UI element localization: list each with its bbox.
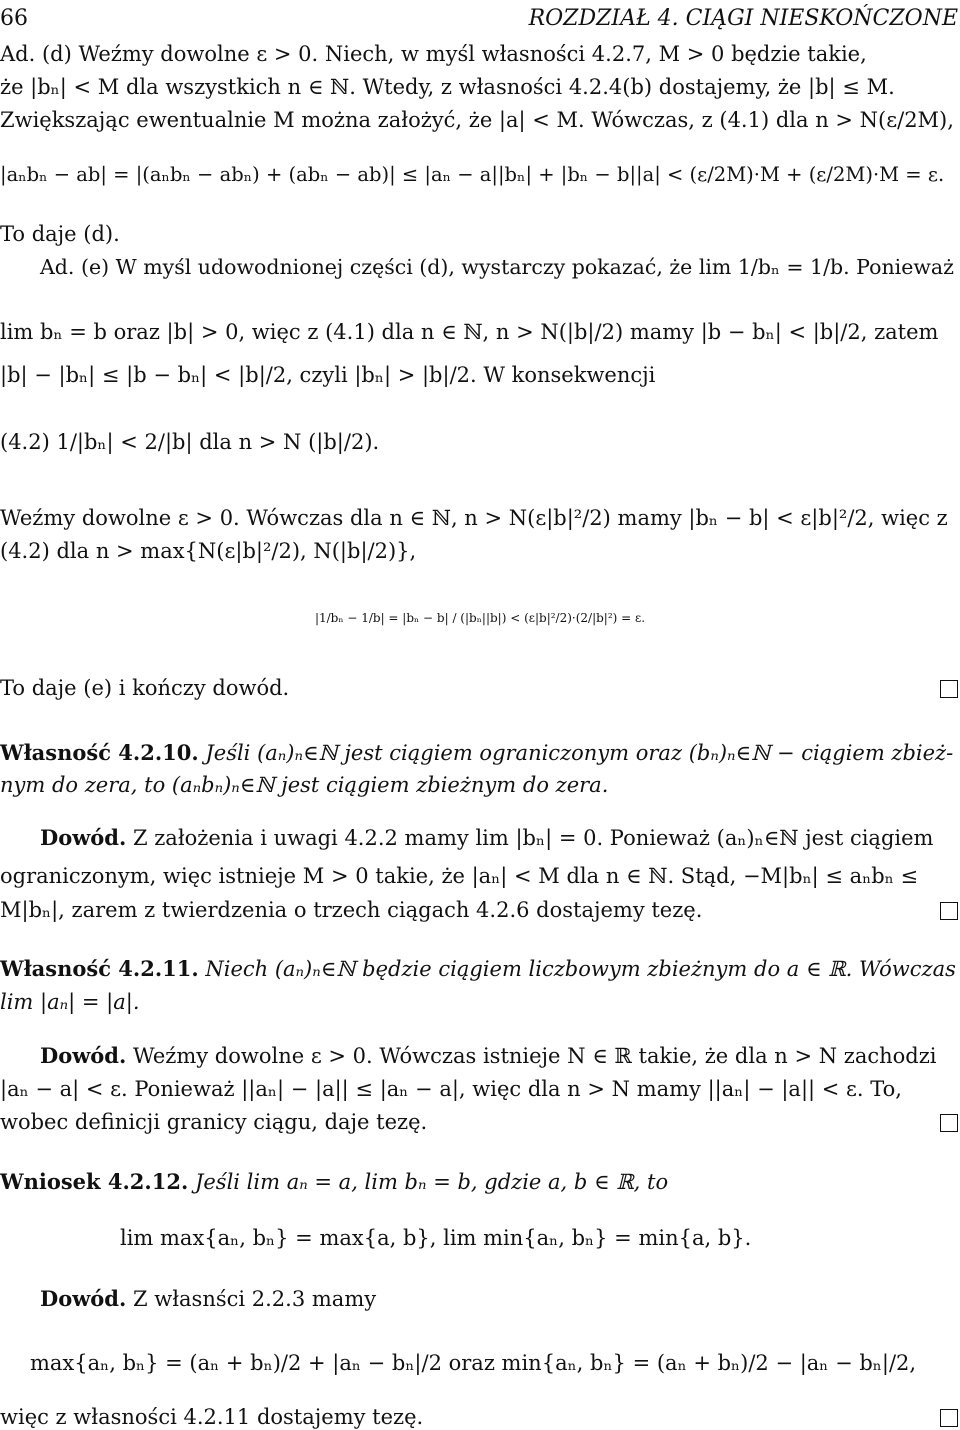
qed-mark bbox=[940, 1409, 958, 1427]
line-10: Weźmy dowolne ε > 0. Wówczas dla n ∈ ℕ, n > N(ε|b|²/2) mamy |bₙ − b| < ε|b|²/2, więc z bbox=[0, 506, 948, 530]
line-7: lim bₙ = b oraz |b| > 0, więc z (4.1) dla n ∈ ℕ, n > N(|b|/2) mamy |b − bₙ| < |b|/2, zatem bbox=[0, 320, 939, 344]
line-23: wobec definicji granicy ciągu, daje tezę. bbox=[0, 1110, 428, 1134]
line-6: Ad. (e) W myśl udowodnionej części (d), wystarczy pokazać, że lim 1/bₙ = 1/b. Ponieważ bbox=[40, 255, 954, 279]
line-11: (4.2) dla n > max{N(ε|b|²/2), N(|b|/2)}, bbox=[0, 539, 417, 563]
line-20: lim |aₙ| = |a|. bbox=[0, 990, 140, 1014]
page-number: 66 bbox=[0, 6, 28, 31]
line-28: więc z własności 4.2.11 dostajemy tezę. bbox=[0, 1405, 424, 1429]
line-8: |b| − |bₙ| ≤ |b − bₙ| < |b|/2, czyli |bₙ| > |b|/2. W konsekwencji bbox=[0, 363, 656, 387]
chapter-title: ROZDZIAŁ 4. CIĄGI NIESKOŃCZONE bbox=[528, 6, 958, 31]
line-18: M|bₙ|, zarem z twierdzenia o trzech ciągach 4.2.6 dostajemy tezę. bbox=[0, 898, 703, 922]
equation-line-4: |aₙbₙ − ab| = |(aₙbₙ − abₙ) + (abₙ − ab)| ≤ |aₙ − a||bₙ| + |bₙ − b||a| < (ε/2M)·M + (ε/2M)·M = ε. bbox=[0, 163, 945, 186]
qed-mark bbox=[940, 680, 958, 698]
line-22: |aₙ − a| < ε. Ponieważ ||aₙ| − |a|| ≤ |aₙ − a|, więc dla n > N mamy ||aₙ| − |a|| < ε. To, bbox=[0, 1077, 902, 1101]
property-4-2-10: Własność 4.2.10. Jeśli (aₙ)ₙ∈ℕ jest ciągiem ograniczonym oraz (bₙ)ₙ∈ℕ − ciągiem zbież- bbox=[0, 740, 954, 765]
line-5: To daje (d). bbox=[0, 222, 120, 246]
equation-limits: lim max{aₙ, bₙ} = max{a, b}, lim min{aₙ, bₙ} = min{a, b}. bbox=[120, 1226, 752, 1250]
qed-mark bbox=[940, 902, 958, 920]
line-15: nym do zera, to (aₙbₙ)ₙ∈ℕ jest ciągiem zbieżnym do zera. bbox=[0, 773, 609, 797]
line-13: To daje (e) i kończy dowód. bbox=[0, 676, 290, 700]
line-1: Ad. (d) Weźmy dowolne ε > 0. Niech, w myśl własności 4.2.7, M > 0 będzie takie, bbox=[0, 42, 867, 66]
proof-4-2-10: Dowód. Z założenia i uwagi 4.2.2 mamy lim |bₙ| = 0. Ponieważ (aₙ)ₙ∈ℕ jest ciągiem bbox=[40, 825, 934, 850]
proof-4-2-12: Dowód. Z własnści 2.2.3 mamy bbox=[40, 1286, 377, 1311]
line-17: ograniczonym, więc istnieje M > 0 takie, że |aₙ| < M dla n ∈ ℕ. Stąd, −M|bₙ| ≤ aₙbₙ ≤ bbox=[0, 864, 919, 888]
equation-line-12: |1/bₙ − 1/b| = |bₙ − b| / (|bₙ||b|) < (ε|b|²/2)·(2/|b|²) = ε. bbox=[314, 611, 646, 625]
line-2: że |bₙ| < M dla wszystkich n ∈ ℕ. Wtedy, z własności 4.2.4(b) dostajemy, że |b| ≤ M. bbox=[0, 75, 895, 99]
equation-4-2: (4.2) 1/|bₙ| < 2/|b| dla n > N (|b|/2). bbox=[0, 430, 380, 454]
qed-mark bbox=[940, 1114, 958, 1132]
corollary-4-2-12: Wniosek 4.2.12. Jeśli lim aₙ = a, lim bₙ = b, gdzie a, b ∈ ℝ, to bbox=[0, 1169, 669, 1194]
proof-4-2-11: Dowód. Weźmy dowolne ε > 0. Wówczas istnieje N ∈ ℝ takie, że dla n > N zachodzi bbox=[40, 1043, 937, 1068]
equation-max-min: max{aₙ, bₙ} = (aₙ + bₙ)/2 + |aₙ − bₙ|/2 oraz min{aₙ, bₙ} = (aₙ + bₙ)/2 − |aₙ − bₙ|/2, bbox=[30, 1351, 917, 1375]
property-4-2-11: Własność 4.2.11. Niech (aₙ)ₙ∈ℕ będzie ciągiem liczbowym zbieżnym do a ∈ ℝ. Wówczas bbox=[0, 956, 956, 981]
line-3: Zwiększając ewentualnie M można założyć, że |a| < M. Wówczas, z (4.1) dla n > N(ε/2M), bbox=[0, 108, 954, 132]
